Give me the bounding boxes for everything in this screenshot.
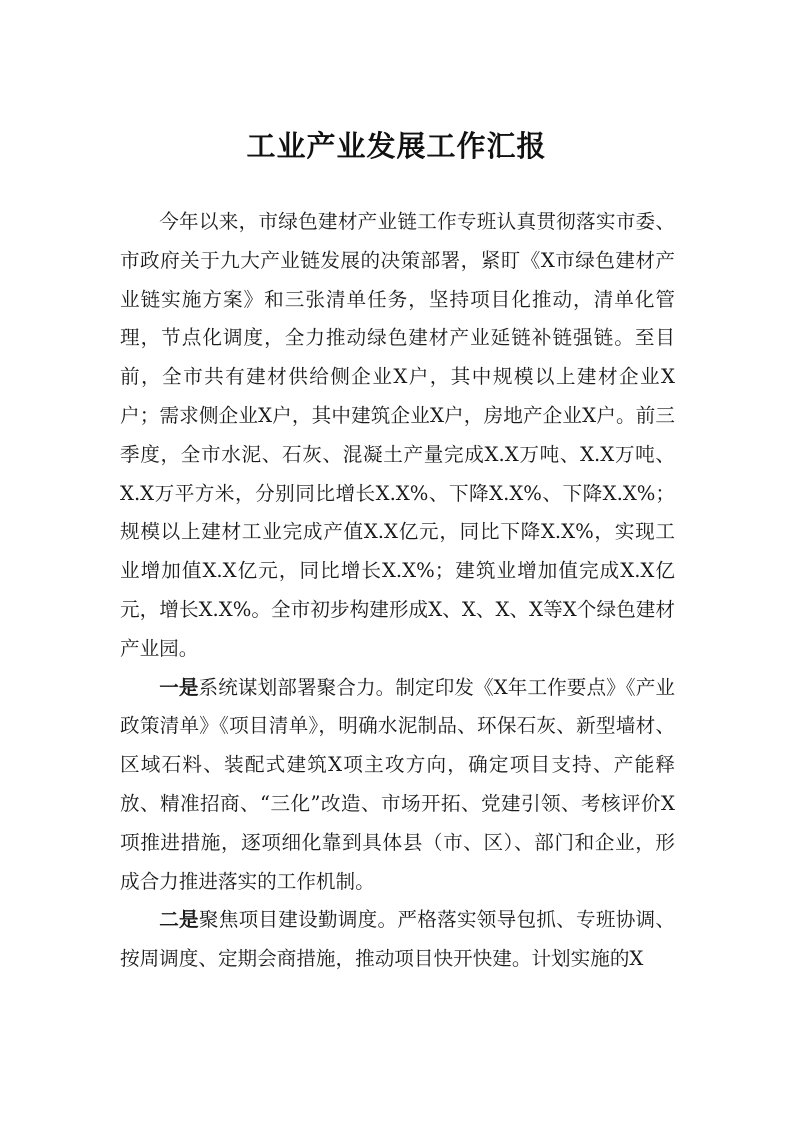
document-body (120, 203, 675, 979)
paragraph-point-one-text: 系统谋划部署聚合力。制定印发《X年工作要点》《产业政策清单》《项目清单》，明确水泥制品、环保石灰、新型墙材、区域石料、装配式建筑X项主攻方向，确定项目支持、产能释放、精准招商、“三化”改造、市场开拓、党建引领、考核评价X项推进措施，逐项细化靠到具体县（市、区）、部门和企业，形成合力推进落实的工作机制。 (120, 675, 675, 893)
document-title: 工业产业发展工作汇报 (246, 129, 547, 163)
paragraph-point-two (120, 901, 675, 979)
paragraph-intro (120, 203, 675, 669)
paragraph-point-one (120, 669, 675, 902)
paragraph-point-two-text: 聚焦项目建设勤调度。严格落实领导包抓、专班协调、按周调度、定期会商措施，推动项目快开快建。计划实施的X (120, 908, 676, 971)
paragraph-point-one-lead: 一是 (159, 675, 199, 699)
paragraph-intro-text: 今年以来，市绿色建材产业链工作专班认真贯彻落实市委、市政府关于九大产业链发展的决策部署，紧盯《X市绿色建材产业链实施方案》和三张清单任务，坚持项目化推动，清单化管理，节点化调度，全力推动绿色建材产业延链补链强链。至目前，全市共有建材供给侧企业X户，其中规模以上建材企业X户；需求侧企业X户，其中建筑企业X户，房地产企业X户。前三季度，全市水泥、石灰、混凝土产量完成X.X万吨、X.X万吨、X.X万平方米，分别同比增长X.X%、下降X.X%、下降X.X%；规模以上建材工业完成产值X.X亿元，同比下降X.X%，实现工业增加值X.X亿元，同比增长X.X%；建筑业增加值完成X.X亿元，增长X.X%。全市初步构建形成X、X、X、X等X个绿色建材产业园。 (120, 210, 675, 660)
paragraph-point-two-lead: 二是 (159, 908, 199, 932)
